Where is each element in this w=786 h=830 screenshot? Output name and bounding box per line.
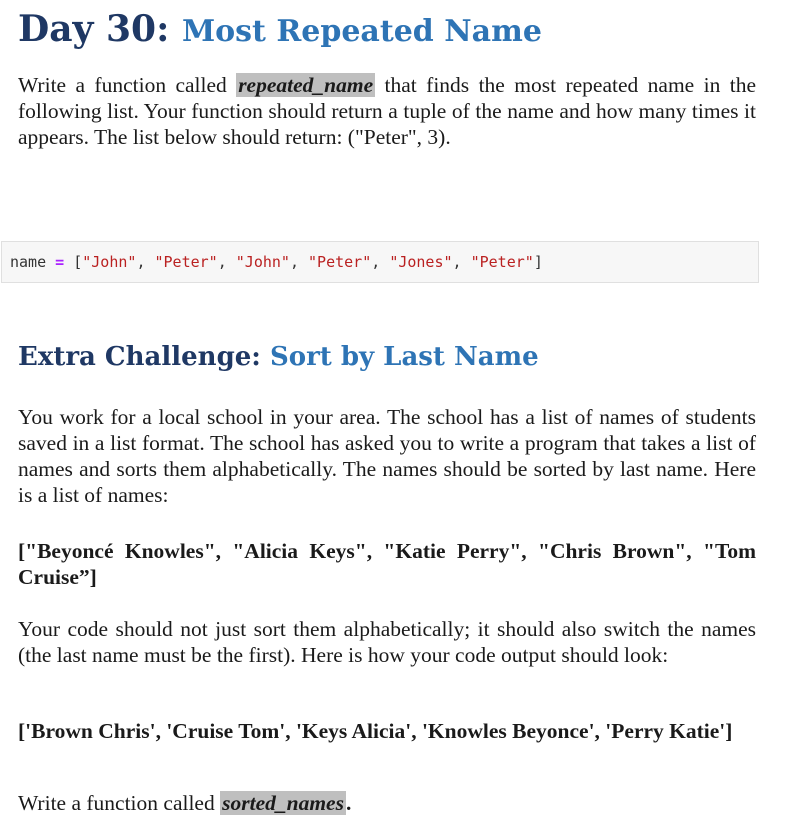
final-instruction-before: Write a function called <box>18 791 221 815</box>
code-open-bracket: [ <box>73 253 83 271</box>
final-instruction <box>18 790 756 816</box>
extra-challenge-heading-prefix: Extra Challenge: <box>18 342 261 372</box>
day30-heading-prefix: Day 30: <box>18 8 170 50</box>
final-instruction-after: . <box>345 791 352 815</box>
code-string: "John" <box>82 253 137 271</box>
sorted-names-highlight: sorted_names <box>222 791 344 815</box>
day30-heading <box>18 6 542 55</box>
expected-output-list: ['Brown Chris', 'Cruise Tom', 'Keys Alicia', 'Knowles Beyonce', 'Perry Katie'] <box>18 719 733 743</box>
extra-challenge-heading <box>18 340 539 374</box>
code-cell: name = ["John", "Peter", "John", "Peter", "Jones", "Peter"] <box>1 241 759 283</box>
challenge-output-description: Your code should not just sort them alphabetically; it should also switch the names (the last name must be the first). Here is how your code output should look: <box>18 617 756 667</box>
challenge-description: You work for a local school in your area. The school has a list of names of students saved in a list format. The school has asked you to write a program that takes a list of names and sorts them alphabetically. The names should be sorted by last name. Here is a list of names: <box>18 405 756 507</box>
function-name-highlight: repeated_name <box>238 73 374 97</box>
code-operator: = <box>55 253 65 271</box>
day30-instructions <box>18 72 756 150</box>
extra-challenge-heading-title: Sort by Last Name <box>269 342 539 372</box>
code-string: "Peter" <box>308 253 372 271</box>
instructions-text-before: Write a function called <box>18 73 237 97</box>
code-string: "John" <box>235 253 290 271</box>
day30-heading-title: Most Repeated Name <box>181 14 542 49</box>
instructions-text-after: that finds the most repeated name in the following list. Your function should return a tuple of the name and how many times it appears. The list below should return: ("Peter", 3). <box>18 73 756 149</box>
code-string: "Peter" <box>154 253 218 271</box>
code-variable: name <box>10 253 47 271</box>
code-string: "Peter" <box>470 253 534 271</box>
code-string: "Jones" <box>389 253 453 271</box>
code-close-bracket: ] <box>533 253 543 271</box>
input-names-list: ["Beyoncé Knowles", "Alicia Keys", "Katie Perry", "Chris Brown", "Tom Cruise”] <box>18 539 756 589</box>
